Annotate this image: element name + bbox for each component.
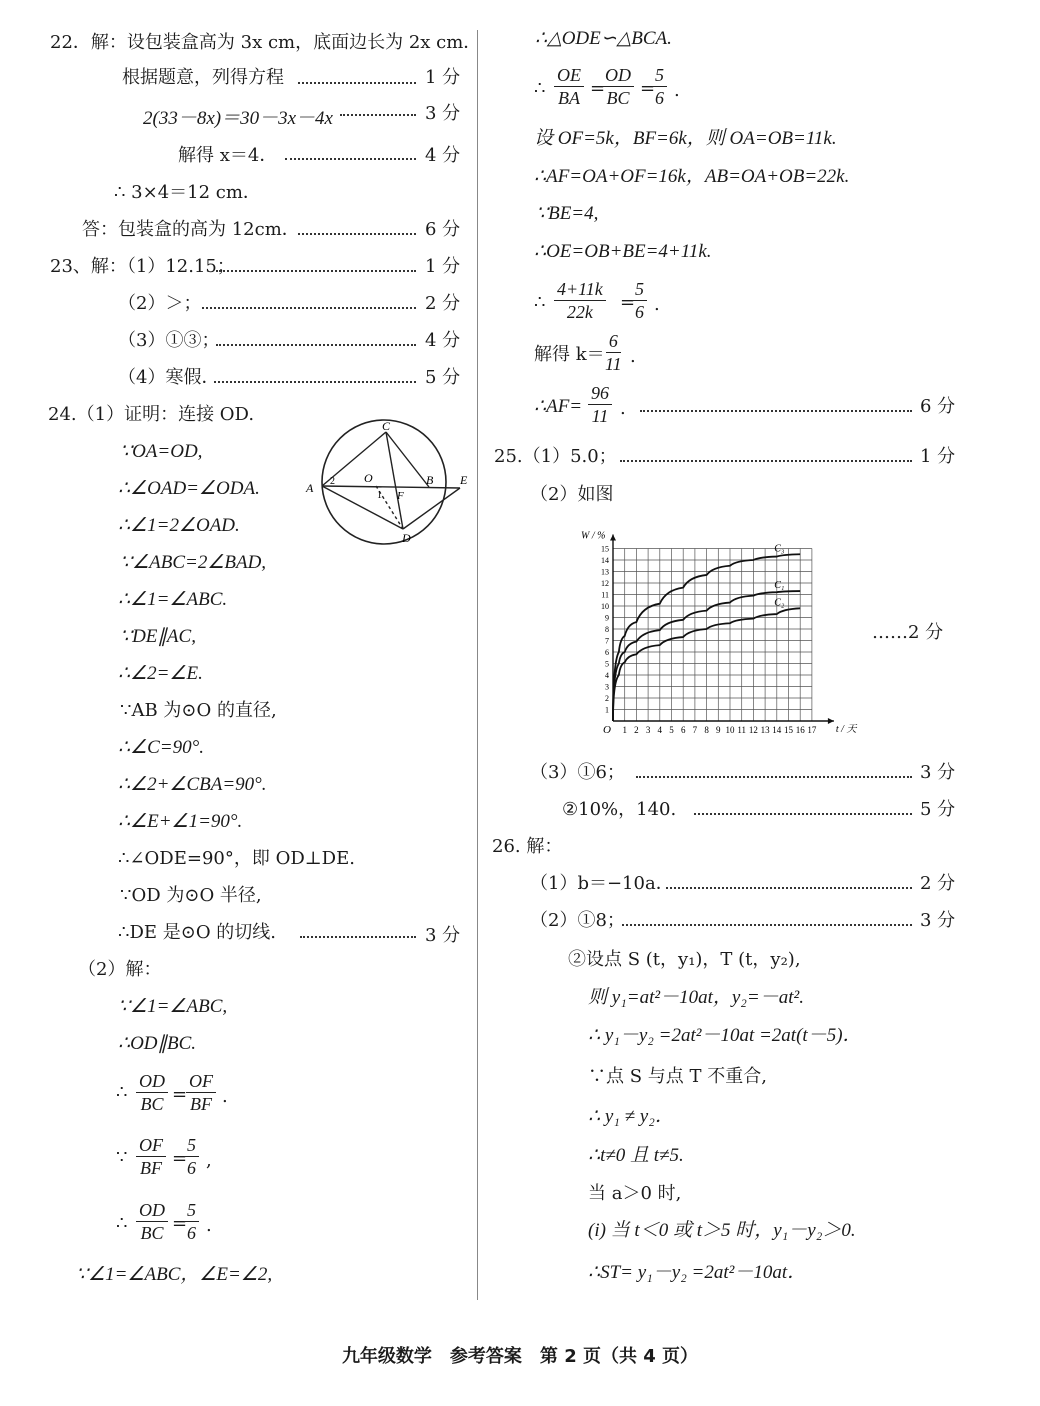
denominator: 6: [635, 302, 644, 322]
q24-line10: ∴∠C=90°.: [118, 737, 204, 758]
equals-sign: =: [620, 292, 636, 313]
right-line2: 设 OF=5k，BF=6k，则 OA=OB=11k.: [534, 128, 837, 149]
q26-line5: ∴ y₁－y₂ =2at²－10at =2at(t－5)．: [588, 1025, 862, 1046]
denominator: BC: [606, 88, 630, 108]
score: 1 分: [920, 446, 956, 467]
numerator: 96: [588, 382, 612, 405]
because-sign: ∵: [116, 1147, 128, 1168]
q25-part1: 25.（1）5.0；: [494, 446, 617, 467]
therefore-sign: ∴: [534, 78, 546, 99]
leader-dots: [666, 887, 912, 889]
fraction: [602, 330, 625, 375]
q26-line9: 当 a＞0 时,: [588, 1183, 682, 1204]
q26-line11: ∴ST= y₁－y₂ =2at²－10at．: [588, 1262, 807, 1283]
score: 3 分: [920, 762, 956, 783]
score: 2 分: [920, 873, 956, 894]
x-tick-label: 8: [704, 725, 709, 735]
therefore-sign: ∴: [116, 1082, 128, 1103]
score: 3 分: [920, 910, 956, 931]
x-axis-arrow: [828, 718, 834, 724]
score: 3 分: [425, 103, 461, 124]
origin-label: O: [603, 724, 611, 736]
q22-answer: 答：包装盒的高为 12cm．: [82, 219, 300, 240]
q24-line11: ∴∠2+∠CBA=90°.: [118, 774, 267, 795]
y-axis-label: W / %: [581, 530, 606, 542]
q24-line6: ∴∠1=∠ABC.: [118, 589, 228, 610]
right-line4: ∵BE=4,: [536, 203, 599, 224]
numerator: 5: [652, 64, 667, 87]
x-axis-label: t / 天: [835, 724, 857, 735]
series-label-3: C₂: [774, 597, 785, 609]
leader-dots: [340, 114, 416, 116]
leader-dots: [298, 82, 416, 84]
x-tick-label: 13: [760, 725, 770, 735]
fraction: [184, 1199, 199, 1244]
q22-line1: 22．解：设包装盒高为 3x cm，底面边长为 2x cm．: [50, 32, 482, 53]
numerator: 5: [632, 278, 647, 301]
numerator: OD: [136, 1070, 168, 1093]
therefore-sign: ∴: [116, 1213, 128, 1234]
q24-line7: ∵DE∥AC,: [120, 626, 196, 647]
y-tick-label: 11: [601, 590, 609, 600]
q24-line14: ∵OD 为⊙O 半径,: [120, 885, 262, 906]
denominator: 6: [187, 1223, 196, 1243]
period: .: [654, 294, 660, 315]
q24-line8: ∴∠2=∠E.: [118, 663, 203, 684]
x-tick-label: 4: [657, 725, 663, 735]
af-result: ∴AF=: [534, 396, 583, 417]
y-tick-label: 10: [601, 602, 609, 611]
fraction: [652, 64, 667, 109]
leader-dots: [285, 158, 416, 160]
leader-dots: [300, 936, 416, 938]
score: 1 分: [425, 67, 461, 88]
x-tick-label: 6: [680, 725, 686, 735]
fraction: [136, 1134, 166, 1179]
series-label-2: C₁: [774, 580, 785, 592]
solve-k: 解得 k＝: [534, 344, 605, 365]
leader-dots: [202, 307, 416, 309]
label-d: D: [402, 531, 411, 545]
numerator: OF: [136, 1134, 166, 1157]
leader-dots: [694, 813, 912, 815]
label-angle-1: 1: [377, 490, 382, 501]
fraction: [186, 1070, 216, 1115]
score: ……2 分: [872, 622, 944, 643]
x-tick-label: 17: [807, 725, 817, 735]
y-tick-label: 2: [605, 694, 609, 703]
score: 5 分: [425, 367, 461, 388]
q22-line2: 根据题意，列得方程: [122, 67, 284, 88]
label-e: E: [460, 473, 468, 487]
score: 6 分: [425, 219, 461, 240]
denominator: 22k: [566, 302, 593, 322]
x-tick-label: 7: [692, 725, 698, 735]
denominator: BC: [140, 1094, 164, 1114]
fraction: [602, 64, 634, 109]
numerator: 5: [184, 1199, 199, 1222]
equals-sign: =: [172, 1084, 188, 1105]
x-tick-label: 2: [634, 725, 639, 735]
q26-line6: ∵点 S 与点 T 不重合,: [588, 1066, 767, 1087]
x-tick-label: 10: [725, 725, 735, 735]
denominator: 6: [187, 1158, 196, 1178]
page-footer: 九年级数学 参考答案 第 2 页（共 4 页）: [341, 1346, 699, 1367]
q25-part3-2: ②10%，140.: [562, 799, 677, 820]
denominator: BF: [190, 1094, 212, 1114]
period: .: [222, 1086, 228, 1107]
q24-part2-line1: ∵∠1=∠ABC,: [118, 996, 228, 1017]
y-tick-label: 5: [605, 659, 609, 669]
y-tick-label: 12: [601, 579, 609, 588]
score: 3 分: [425, 925, 461, 946]
segment-ae: [322, 486, 460, 488]
fraction: [588, 382, 612, 427]
q24-line4: ∴∠1=2∠OAD.: [118, 515, 240, 536]
q24-last-line: ∵∠1=∠ABC，∠E=∠2,: [76, 1264, 273, 1285]
y-tick-label: 6: [605, 648, 609, 657]
y-tick-label: 15: [601, 544, 609, 554]
x-tick-label: 5: [669, 725, 674, 735]
denominator: BF: [140, 1158, 162, 1178]
line-chart: [575, 524, 865, 746]
denominator: 11: [591, 406, 609, 426]
score: 2 分: [425, 293, 461, 314]
q24-part2: （2）解：: [78, 959, 162, 980]
period: .: [206, 1215, 212, 1236]
x-tick-label: 9: [716, 725, 721, 735]
therefore-sign: ∴: [534, 292, 546, 313]
q26-part2: （2）①8；: [530, 910, 625, 931]
x-tick-label: 15: [784, 725, 793, 735]
series-label-1: C₃: [774, 543, 785, 555]
leader-dots: [636, 776, 912, 778]
q24-line9: ∵AB 为⊙O 的直径,: [120, 700, 277, 721]
q24-line12: ∴∠E+∠1=90°.: [118, 811, 243, 832]
period: .: [620, 398, 626, 419]
y-tick-label: 9: [605, 613, 609, 623]
q25-part3: （3）①6；: [530, 762, 625, 783]
q22-line4: 解得 x＝4．: [178, 145, 278, 166]
q24-line15: ∴DE 是⊙O 的切线.: [118, 922, 277, 943]
leader-dots: [298, 233, 416, 235]
q22-equation: 2(33－8x)＝30－3x－4x: [143, 108, 333, 129]
denominator: BA: [558, 88, 580, 108]
right-line5: ∴OE=OB+BE=4+11k.: [534, 241, 712, 262]
label-c: C: [382, 419, 391, 433]
score: 4 分: [425, 145, 461, 166]
y-tick-label: 1: [605, 705, 609, 715]
q26-part1: （1）b＝−10a．: [530, 873, 674, 894]
y-tick-label: 13: [601, 567, 609, 577]
equals-sign: =: [172, 1148, 188, 1169]
segment-ad: [322, 486, 403, 529]
numerator: 6: [606, 330, 621, 353]
label-o: O: [364, 471, 373, 485]
leader-dots: [216, 270, 416, 272]
denominator: BC: [140, 1223, 164, 1243]
q24-line3: ∴∠OAD=∠ODA.: [118, 478, 260, 499]
x-tick-label: 1: [622, 725, 627, 735]
q22-line5: ∴ 3×4＝12 cm．: [114, 182, 261, 203]
numerator: OF: [186, 1070, 216, 1093]
q23-line1: 23、解：（1）12.15；: [50, 256, 235, 277]
label-a: A: [306, 481, 314, 495]
fraction: [136, 1199, 168, 1244]
label-b: B: [426, 473, 434, 487]
label-angle-2: 2: [330, 476, 335, 487]
similar-triangles: ∴△ODE∽△BCA.: [535, 28, 672, 49]
q24-line1: 24.（1）证明：连接 OD.: [48, 404, 255, 425]
numerator: OD: [136, 1199, 168, 1222]
leader-dots: [640, 410, 912, 412]
q25-part2: （2）如图: [530, 484, 614, 505]
x-tick-label: 16: [795, 725, 805, 735]
q24-line5: ∵∠ABC=2∠BAD,: [120, 552, 267, 573]
y-axis-arrow: [610, 535, 616, 541]
period: .: [674, 80, 680, 101]
comma: ,: [206, 1150, 212, 1171]
y-tick-label: 4: [605, 671, 609, 680]
q26-line7: ∴ y₁ ≠ y₂．: [588, 1106, 674, 1127]
equals-sign: =: [640, 78, 656, 99]
q26-line8: ∴t≠0 且 t≠5.: [588, 1145, 684, 1166]
q23-line3: （3）①③；: [118, 330, 220, 351]
numerator: 5: [184, 1134, 199, 1157]
y-tick-label: 14: [601, 556, 609, 565]
circle-figure: [300, 418, 475, 548]
column-divider: [477, 30, 478, 1300]
fraction: [184, 1134, 199, 1179]
y-tick-label: 8: [605, 625, 609, 634]
q26-title: 26. 解：: [492, 836, 563, 857]
score: 6 分: [920, 396, 956, 417]
y-tick-label: 7: [605, 636, 609, 646]
equals-sign: =: [172, 1213, 188, 1234]
segment-cb: [386, 432, 429, 487]
x-tick-label: 14: [772, 725, 782, 735]
x-tick-label: 3: [645, 725, 651, 735]
q26-line10: (i) 当 t＜0 或 t＞5 时，y₁－y₂＞0.: [588, 1220, 856, 1241]
x-tick-label: 11: [737, 725, 747, 735]
numerator: 4+11k: [554, 278, 606, 301]
q23-line4: （4）寒假．: [118, 367, 220, 388]
q24-line13: ∴∠ODE=90°，即 OD⊥DE.: [118, 848, 355, 869]
q23-line2: （2）＞；: [118, 293, 202, 314]
leader-dots: [214, 381, 416, 383]
numerator: OD: [602, 64, 634, 87]
label-f: F: [397, 490, 404, 502]
segment-cd: [386, 432, 403, 529]
x-tick-label: 12: [748, 725, 758, 735]
q24-part2-line2: ∴OD∥BC.: [118, 1033, 197, 1054]
fraction: [554, 278, 606, 323]
denominator: 11: [605, 354, 622, 374]
score: 5 分: [920, 799, 956, 820]
leader-dots: [622, 924, 912, 926]
q26-line3: ②设点 S (t，y₁)，T (t，y₂),: [568, 949, 801, 970]
right-line3: ∴AF=OA+OF=16k，AB=OA+OB=22k.: [534, 166, 850, 187]
score: 1 分: [425, 256, 461, 277]
fraction: [554, 64, 584, 109]
denominator: 6: [655, 88, 664, 108]
y-tick-label: 3: [605, 682, 609, 692]
q26-line4: 则 y₁=at²－10at，y₂=－at².: [588, 987, 804, 1008]
q24-line2: ∵OA=OD,: [120, 441, 203, 462]
equals-sign: =: [590, 78, 606, 99]
score: 4 分: [425, 330, 461, 351]
numerator: OE: [554, 64, 584, 87]
fraction: [632, 278, 647, 323]
period: .: [630, 346, 636, 367]
leader-dots: [620, 460, 912, 462]
fraction: [136, 1070, 168, 1115]
leader-dots: [216, 344, 416, 346]
